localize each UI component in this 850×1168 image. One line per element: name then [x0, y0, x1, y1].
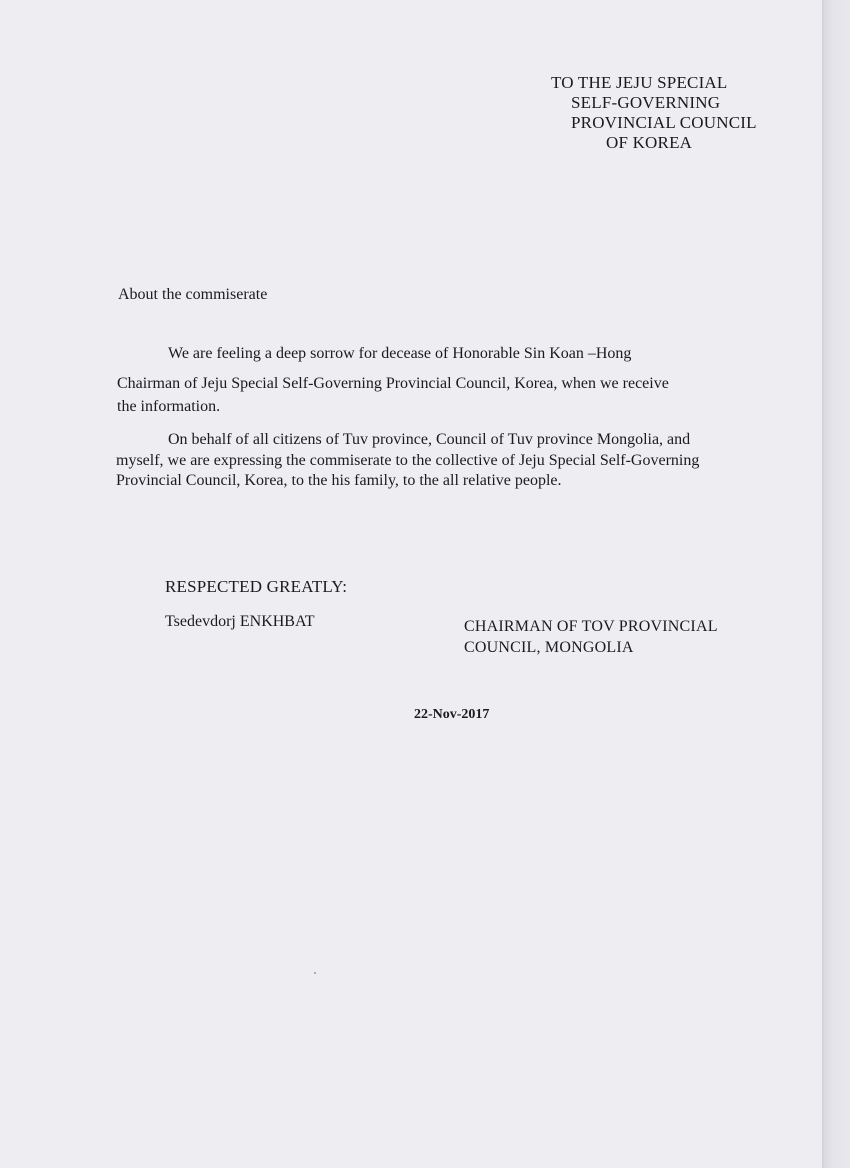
scan-border	[822, 0, 850, 1168]
addressee-line: SELF-GOVERNING	[571, 93, 721, 112]
subject-line: About the commiserate	[118, 286, 268, 303]
letter-date: 22-Nov-2017	[414, 707, 490, 722]
addressee-line: PROVINCIAL COUNCIL	[571, 113, 757, 132]
paragraph-1-line: the information.	[117, 398, 221, 415]
signer-name: Tsedevdorj ENKHBAT	[165, 613, 315, 630]
signer-title-line: COUNCIL, MONGOLIA	[464, 639, 634, 656]
paragraph-2-line: myself, we are expressing the commiserate to the collective of Jeju Special Self-Governing	[116, 452, 700, 469]
paragraph-1-line: Chairman of Jeju Special Self-Governing Provincial Council, Korea, when we receive	[117, 375, 669, 392]
addressee-line: TO THE JEJU SPECIAL	[551, 73, 728, 92]
scan-speck	[314, 972, 316, 974]
addressee-block	[540, 73, 800, 153]
paragraph-2-line: Provincial Council, Korea, to the his family, to the all relative people.	[116, 472, 562, 489]
paragraph-2-line: On behalf of all citizens of Tuv province, Council of Tuv province Mongolia, and	[168, 431, 691, 448]
paragraph-1-line: We are feeling a deep sorrow for decease of Honorable Sin Koan –Hong	[168, 345, 632, 362]
closing-salutation: RESPECTED GREATLY:	[165, 577, 348, 596]
addressee-line: OF KOREA	[606, 133, 693, 152]
signer-title-line: CHAIRMAN OF TOV PROVINCIAL	[464, 618, 718, 635]
signer-title	[464, 616, 718, 658]
